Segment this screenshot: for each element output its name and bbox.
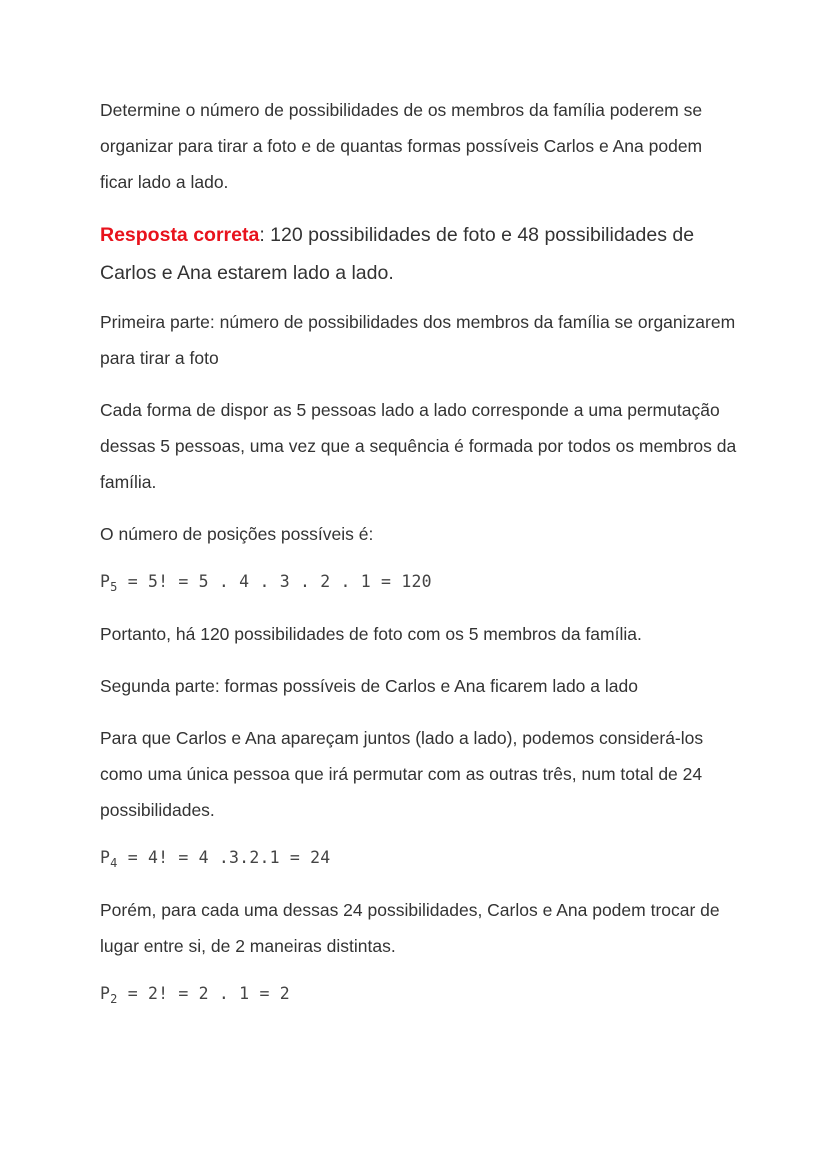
- part1-explanation: Cada forma de dispor as 5 pessoas lado a lado corresponde a uma permutação dessas 5 pessoas, uma vez que a sequência é formada por todos os membros da família.: [100, 400, 737, 492]
- formula-p4: [100, 844, 740, 872]
- formula-subscript: 5: [110, 580, 118, 594]
- part2-explanation2: Porém, para cada uma dessas 24 possibilidades, Carlos e Ana podem trocar de lugar entre si, de 2 maneiras distintas.: [100, 900, 720, 956]
- part1-lead: O número de posições possíveis é:: [100, 524, 374, 544]
- part1-conclusion: Portanto, há 120 possibilidades de foto com os 5 membros da família.: [100, 624, 642, 644]
- formula-expression: = 4! = 4 .3.2.1 = 24: [117, 848, 331, 867]
- formula-symbol: P: [100, 984, 111, 1003]
- formula-subscript: 2: [110, 992, 118, 1006]
- formula-p2: [100, 980, 740, 1008]
- formula-p5: [100, 568, 740, 596]
- part1-heading: Primeira parte: número de possibilidades dos membros da família se organizarem para tirar a foto: [100, 312, 736, 368]
- part2-heading: Segunda parte: formas possíveis de Carlos e Ana ficarem lado a lado: [100, 676, 638, 696]
- formula-symbol: P: [100, 848, 111, 867]
- intro-paragraph: Determine o número de possibilidades de os membros da família poderem se organizar para tirar a foto e de quantas formas possíveis Carlos e Ana podem ficar lado a lado.: [100, 100, 703, 192]
- document-page: [100, 92, 740, 1028]
- answer-paragraph: [100, 216, 740, 292]
- formula-expression: = 5! = 5 . 4 . 3 . 2 . 1 = 120: [117, 572, 432, 591]
- formula-expression: = 2! = 2 . 1 = 2: [117, 984, 290, 1003]
- answer-text: : 120 possibilidades de foto e 48 possibilidades de Carlos e Ana estarem lado a lado.: [100, 224, 695, 284]
- part2-explanation: Para que Carlos e Ana apareçam juntos (lado a lado), podemos considerá-los como uma única pessoa que irá permutar com as outras três, num total de 24 possibilidades.: [100, 728, 704, 820]
- formula-symbol: P: [100, 572, 111, 591]
- formula-subscript: 4: [110, 856, 118, 870]
- answer-label: Resposta correta: [100, 224, 260, 246]
